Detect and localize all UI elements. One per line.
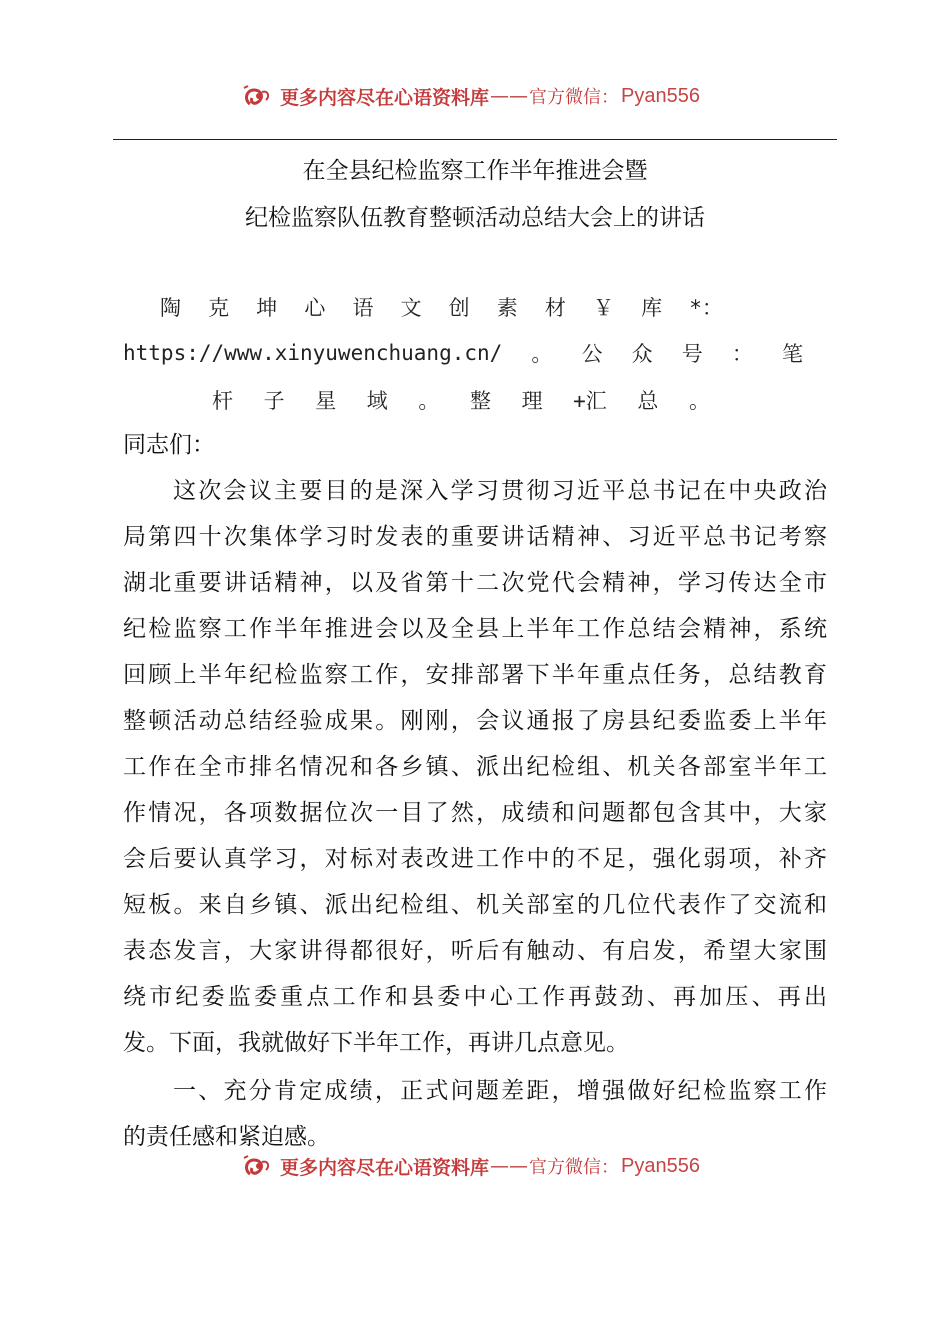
promo-token: 陶 <box>160 296 181 320</box>
text-line: 会后要认真学习，对标对表改进工作中的不足，强化弱项，补齐 <box>123 846 827 872</box>
promo-token: *： <box>689 296 723 320</box>
promo-token: ： <box>731 342 753 366</box>
promo-token: 素 <box>496 296 518 320</box>
promo-token: 创 <box>448 296 470 320</box>
promo-token: 域 <box>366 389 388 413</box>
footer-banner-text: 更多内容尽在心语资料库 <box>280 1156 490 1179</box>
section-heading-1 <box>123 1068 827 1160</box>
footer-banner-separator: —— <box>490 1155 529 1177</box>
footer-banner-wechat-id: Pyan556 <box>621 1154 700 1177</box>
promo-token: 。 <box>531 342 553 366</box>
promo-token: 理 <box>521 389 543 413</box>
text-line: 工作在全市排名情况和各乡镇、派出纪检组、机关各部室半年工 <box>123 754 827 780</box>
promo-token: 号 <box>681 342 703 366</box>
promo-token: 材 <box>544 296 566 320</box>
promo-token: 整 <box>469 389 491 413</box>
text-line: 的责任感和紧迫感。 <box>123 1124 330 1150</box>
promo-token: 。 <box>418 389 440 413</box>
text-line: 整顿活动总结经验成果。刚刚，会议通报了房县纪委监委上半年 <box>123 708 827 734</box>
promo-token: ￥ <box>592 296 614 320</box>
text-line: 回顾上半年纪检监察工作，安排部署下半年重点任务，总结教育 <box>123 662 827 688</box>
promo-line-3 <box>212 385 710 415</box>
promo-token: 笔 <box>781 342 803 366</box>
text-line: 一、充分肯定成绩，正式问题差距，增强做好纪检监察工作 <box>173 1078 827 1104</box>
text-line: 这次会议主要目的是深入学习贯彻习近平总书记在中央政治 <box>173 478 827 504</box>
banner-text: 更多内容尽在心语资料库 <box>280 86 490 109</box>
text-line: 湖北重要讲话精神，以及省第十二次党代会精神，学习传达全市 <box>123 570 827 596</box>
promo-token: 星 <box>315 389 337 413</box>
promo-token: 心 <box>304 296 326 320</box>
promo-token: 公 <box>581 342 603 366</box>
brand-logo-icon <box>240 82 276 110</box>
banner-separator: —— <box>490 85 529 107</box>
promo-token: 语 <box>352 296 374 320</box>
promo-token: 文 <box>400 296 422 320</box>
header-banner <box>240 82 700 110</box>
promo-line-1 <box>160 292 750 322</box>
banner-wechat-id: Pyan556 <box>621 84 700 107</box>
banner-wechat-label: 官方微信： <box>529 87 620 108</box>
paragraph-1 <box>123 468 827 1066</box>
salutation: 同志们： <box>123 432 215 458</box>
text-line: 绕市纪委监委重点工作和县委中心工作再鼓劲、再加压、再出 <box>123 984 827 1010</box>
promo-token: 子 <box>263 389 285 413</box>
page-title-line2: 纪检监察队伍教育整顿活动总结大会上的讲话 <box>245 205 705 231</box>
page-title-line1: 在全县纪检监察工作半年推进会暨 <box>302 158 648 184</box>
promo-token: 坤 <box>256 296 278 320</box>
text-line: 作情况，各项数据位次一目了然，成绩和问题都包含其中，大家 <box>123 800 827 826</box>
promo-token: 。 <box>689 389 710 413</box>
promo-token: 众 <box>631 342 653 366</box>
text-line: 纪检监察工作半年推进会以及全县上半年工作总结会精神，系统 <box>123 616 827 642</box>
header-rule <box>113 139 837 140</box>
promo-token: 克 <box>208 296 230 320</box>
promo-token: https://www.xinyuwenchuang.cn/ <box>123 341 503 365</box>
promo-token: 总 <box>637 389 659 413</box>
text-line: 局第四十次集体学习时发表的重要讲话精神、习近平总书记考察 <box>123 524 827 550</box>
footer-banner <box>240 1152 700 1180</box>
footer-banner-wechat-label: 官方微信： <box>529 1157 620 1178</box>
promo-line-2 <box>123 338 803 368</box>
text-line: 短板。来自乡镇、派出纪检组、机关部室的几位代表作了交流和 <box>123 892 827 918</box>
promo-token: +汇 <box>573 389 607 413</box>
text-line: 发。下面，我就做好下半年工作，再讲几点意见。 <box>123 1030 629 1056</box>
promo-token: 杆 <box>212 389 233 413</box>
promo-token: 库 <box>641 296 663 320</box>
footer-logo-icon <box>240 1152 276 1180</box>
text-line: 表态发言，大家讲得都很好，听后有触动、有启发，希望大家围 <box>123 938 827 964</box>
